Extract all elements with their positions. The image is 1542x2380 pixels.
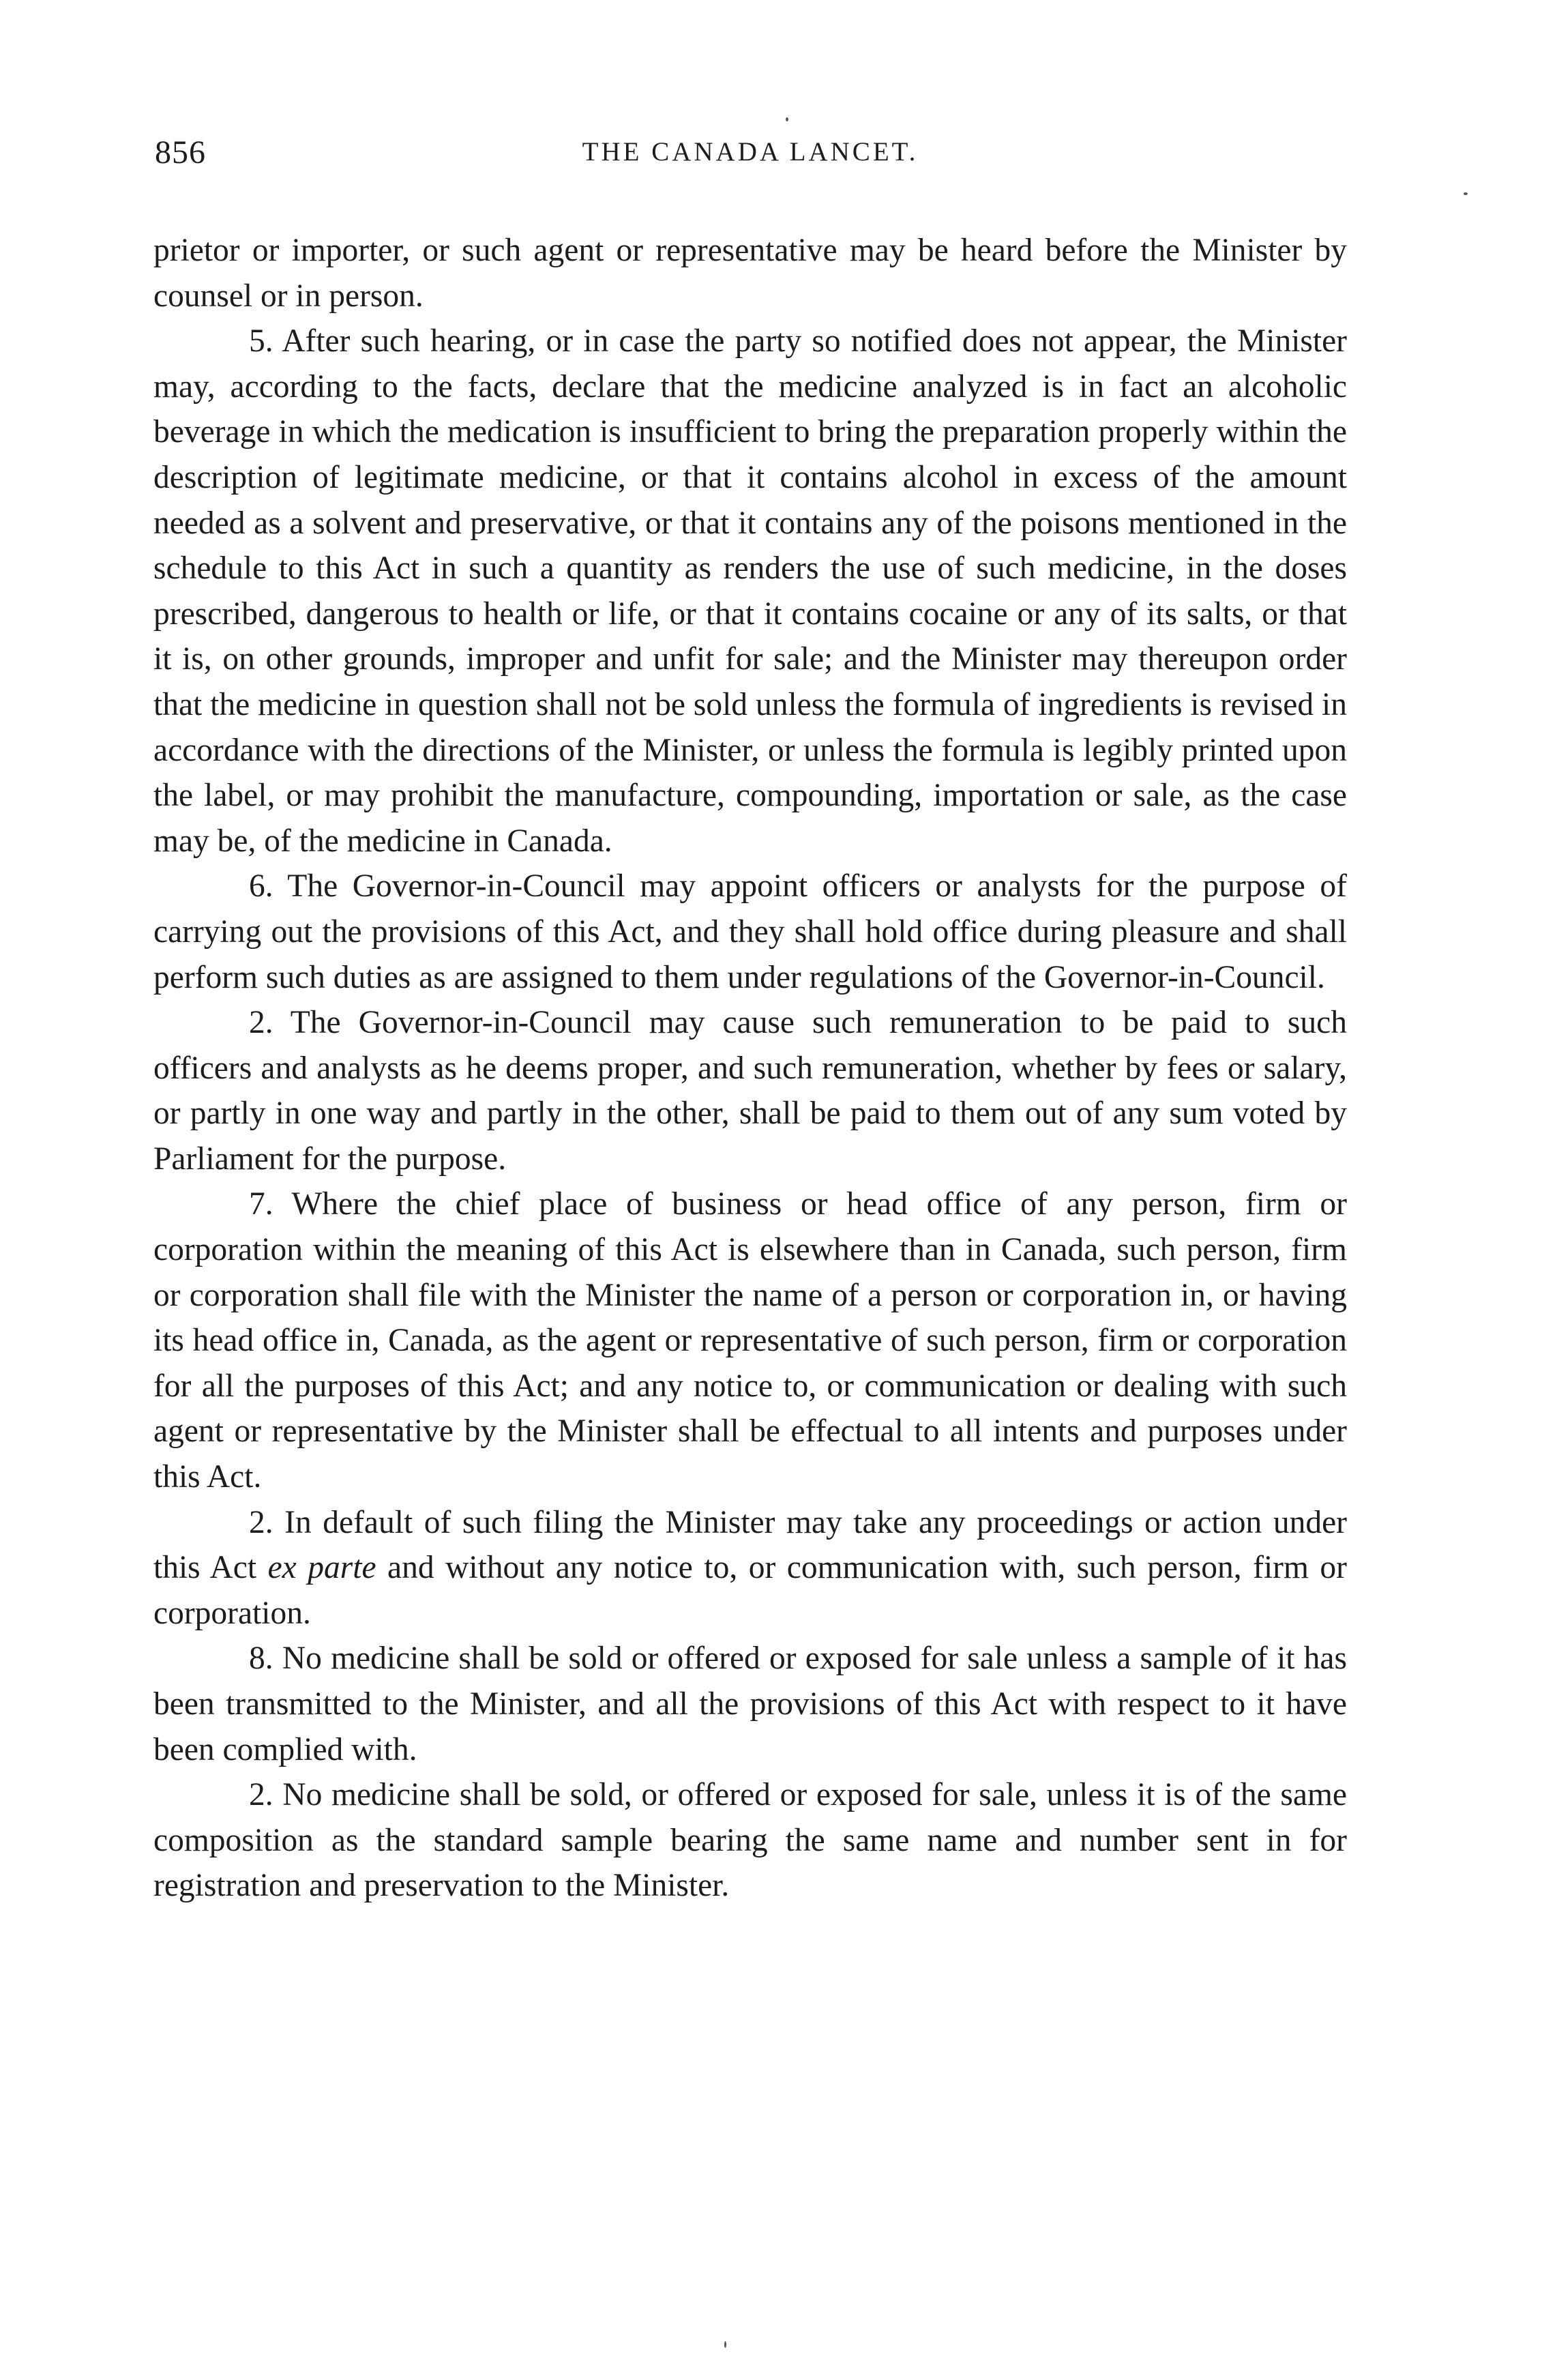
paragraph-section-8: 8. No medicine shall be sold or offered or exposed for sale unless a sample of it has been transmitted to the Minister, and all the provisions of this Act with respect to it have been complied with.: [153, 1641, 1347, 1767]
paragraph-text-end: and without any notice to, or communication with, such person, firm or corporation.: [153, 1550, 1347, 1631]
paragraph-continuation: prietor or importer, or such agent or representative may be heard before the Minister by counsel or in person.: [153, 233, 1347, 314]
paragraph-section-6: 6. The Governor-in-Council may appoint officers or analysts for the purpose of carrying out the provisions of this Act, and they shall hold office during pleasure and shall perform such duties as are assigned to them under regulations of the Governor-in-Council.: [153, 868, 1347, 995]
print-speck: [1464, 192, 1468, 195]
paragraph-section-6-2: 2. The Governor-in-Council may cause such remuneration to be paid to such officers and analysts as he deems proper, and such remuneration, whether by fees or salary, or partly in one way and partly in the other, shall be paid to them out of any sum voted by Parliament for the purpose.: [153, 1005, 1347, 1177]
paragraph-section-8-2: 2. No medicine shall be sold, or offered or exposed for sale, unless it is of the same composition as the standard sample bearing the same name and number sent in for registration and preservation to the Minister.: [153, 1777, 1347, 1904]
paragraph-section-7: 7. Where the chief place of business or head office of any person, firm or corporation within the meaning of this Act is elsewhere than in Canada, such person, firm or corporation shall file with the Minister the name of a person or corporation in, or having its head office in, Canada, as the agent or representative of such person, firm or corporation for all the purposes of this Act; and any notice to, or communication or dealing with such agent or representative by the Minister shall be effectual to all intents and purposes under this Act.: [153, 1186, 1347, 1495]
paragraph-section-5: 5. After such hearing, or in case the party so notified does not appear, the Minister may, according to the facts, declare that the medicine analyzed is in fact an alcoholic beverage in which the medication is insufficient to bring the preparation properly within the description of legitimate medicine, or that it contains alcohol in excess of the amount needed as a solvent and preservative, or that it contains any of the poisons mentioned in the schedule to this Act in such a quantity as renders the use of such medicine, in the doses prescribed, dangerous to health or life, or that it contains cocaine or any of its salts, or that it is, on other grounds, improper and unfit for sale; and the Minister may thereupon order that the medicine in question shall not be sold unless the formula of ingredients is revised in accordance with the directions of the Minister, or unless the formula is legibly printed upon the label, or may prohibit the manufacture, compounding, importation or sale, as the case may be, of the medicine in Canada.: [153, 323, 1347, 859]
italic-phrase: ex parte: [267, 1550, 376, 1586]
page-number: 856: [155, 134, 206, 171]
running-header: [153, 134, 1347, 181]
body-text: [153, 228, 1347, 1909]
paragraph-text-start: 2. In default of such filing the Minister may take any proceedings or action under this Act: [153, 1504, 1347, 1586]
print-speck: [786, 117, 788, 121]
journal-title: THE CANADA LANCET.: [582, 137, 919, 166]
paragraph-section-7-2: [153, 1500, 1347, 1636]
print-speck: [724, 2341, 726, 2348]
